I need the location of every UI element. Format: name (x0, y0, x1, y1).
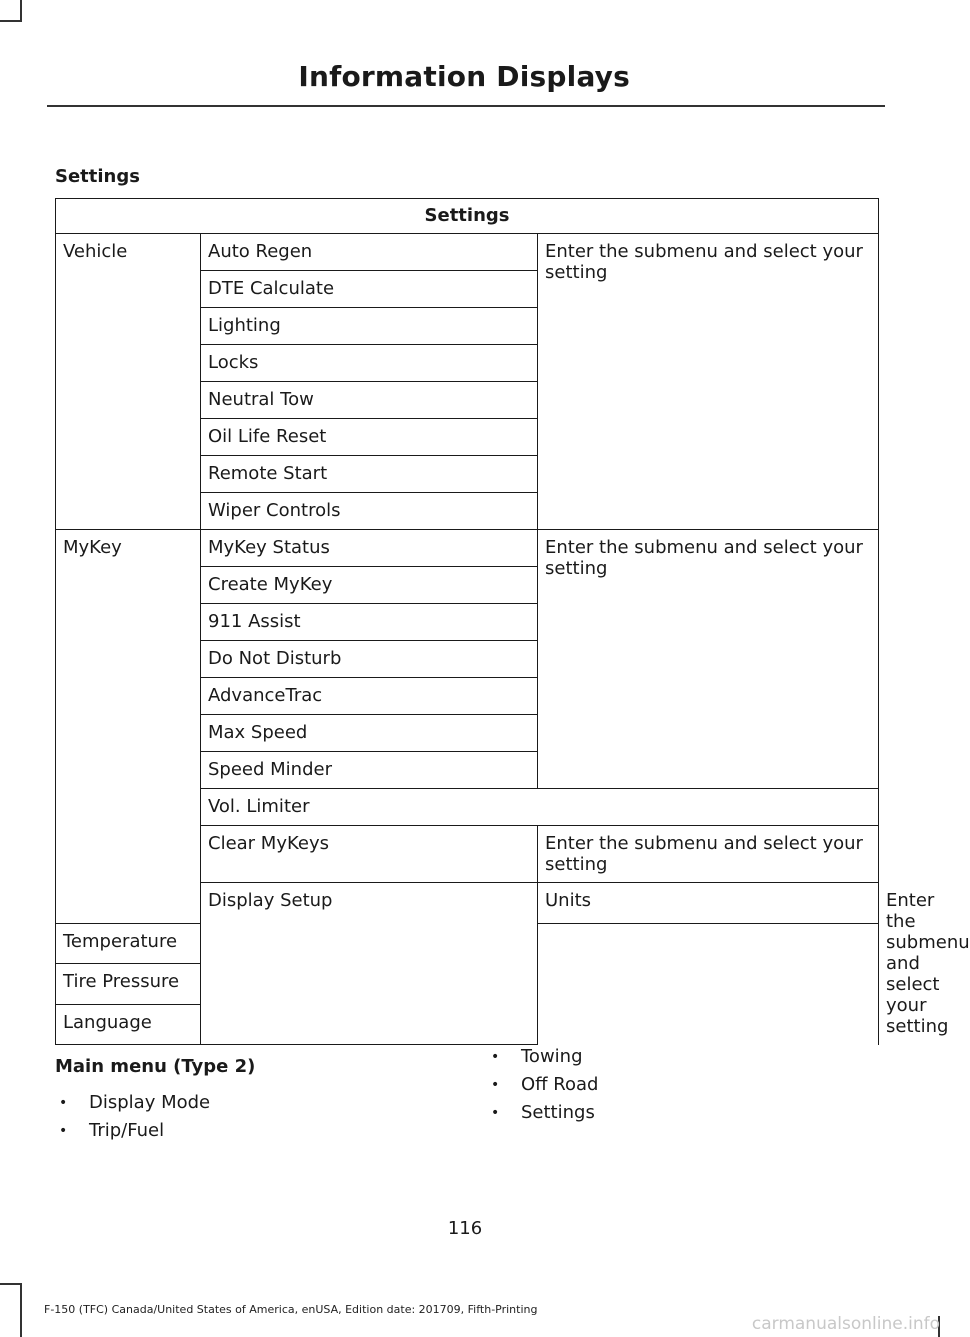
list-item (487, 1071, 598, 1099)
group-action-mykey: Enter the submenu and select your setting (538, 530, 879, 789)
table-caption: Settings (56, 199, 879, 234)
table-cell-item: Neutral Tow (201, 382, 538, 419)
crop-mark (0, 20, 22, 22)
table-cell-item: Oil Life Reset (201, 419, 538, 456)
table-cell-item: Clear MyKeys (201, 826, 538, 883)
watermark: carmanualsonline.info (751, 1314, 940, 1334)
crop-mark (20, 0, 22, 22)
group-name-vehicle: Vehicle (56, 234, 201, 530)
bullet-icon: • (59, 1095, 68, 1111)
table-cell-item: 911 Assist (201, 604, 538, 641)
header-rule (47, 105, 885, 107)
group-action-vehicle: Enter the submenu and select your setting (538, 234, 879, 530)
table-cell-item: Create MyKey (201, 567, 538, 604)
crop-mark (20, 1283, 22, 1337)
list-item (55, 1089, 255, 1117)
page-number: 116 (447, 1218, 483, 1239)
list-item-label: Display Mode (89, 1092, 211, 1113)
settings-table: Settings Vehicle Auto Regen Enter the submenu and select your setting DTE Calculate Lighting Locks Neutral Tow Oil Life Reset Remote Start Wiper Controls MyKey MyKey Status Enter the submenu and select your setting Create MyKey 911 Assist Do Not Disturb AdvanceTrac Max Speed Speed Minder Vol. Limiter Clear MyKeys Enter the submenu and select your setting Display Setup Units Enter the submenu and select your setting Temperature Tire Pressure Language (55, 198, 879, 1045)
footer-edition: F-150 (TFC) Canada/United States of America, enUSA, Edition date: 201709, Fifth-Printing (44, 1303, 538, 1316)
table-cell-item: Vol. Limiter (201, 789, 879, 826)
group-name-display-setup: Display Setup (201, 883, 538, 1045)
table-cell-item: Wiper Controls (201, 493, 538, 530)
table-cell-item: Units (538, 883, 879, 924)
main-menu-heading: Main menu (Type 2) (55, 1056, 256, 1077)
table-cell-item: Temperature (56, 923, 201, 964)
list-item (487, 1099, 598, 1127)
page-title: Information Displays (298, 60, 630, 93)
table-cell-item: Max Speed (201, 715, 538, 752)
table-cell-item: AdvanceTrac (201, 678, 538, 715)
table-cell-item: Auto Regen (201, 234, 538, 271)
table-cell-item: Language (56, 1004, 201, 1045)
list-item-label: Towing (521, 1046, 583, 1067)
crop-mark (0, 1283, 22, 1285)
table-cell-item: DTE Calculate (201, 271, 538, 308)
table-cell-item: Lighting (201, 308, 538, 345)
table-cell-item: Do Not Disturb (201, 641, 538, 678)
group-name-mykey: MyKey (56, 530, 201, 924)
table-cell-item: MyKey Status (201, 530, 538, 567)
list-item (55, 1117, 255, 1145)
table-cell-item: Locks (201, 345, 538, 382)
main-menu-left-column (55, 1040, 255, 1145)
main-menu-right-column (487, 1043, 598, 1127)
list-item-label: Settings (521, 1102, 595, 1123)
bullet-icon: • (491, 1105, 500, 1121)
group-action-clear-mykeys: Enter the submenu and select your setting (538, 826, 879, 883)
bullet-icon: • (491, 1049, 500, 1065)
section-heading: Settings (55, 166, 140, 187)
table-cell-item: Tire Pressure (56, 964, 201, 1005)
table-cell-item: Remote Start (201, 456, 538, 493)
bullet-icon: • (491, 1077, 500, 1093)
list-item (487, 1043, 598, 1071)
list-item-label: Off Road (521, 1074, 599, 1095)
list-item-label: Trip/Fuel (89, 1120, 165, 1141)
bullet-icon: • (59, 1123, 68, 1139)
table-cell-item: Speed Minder (201, 752, 538, 789)
